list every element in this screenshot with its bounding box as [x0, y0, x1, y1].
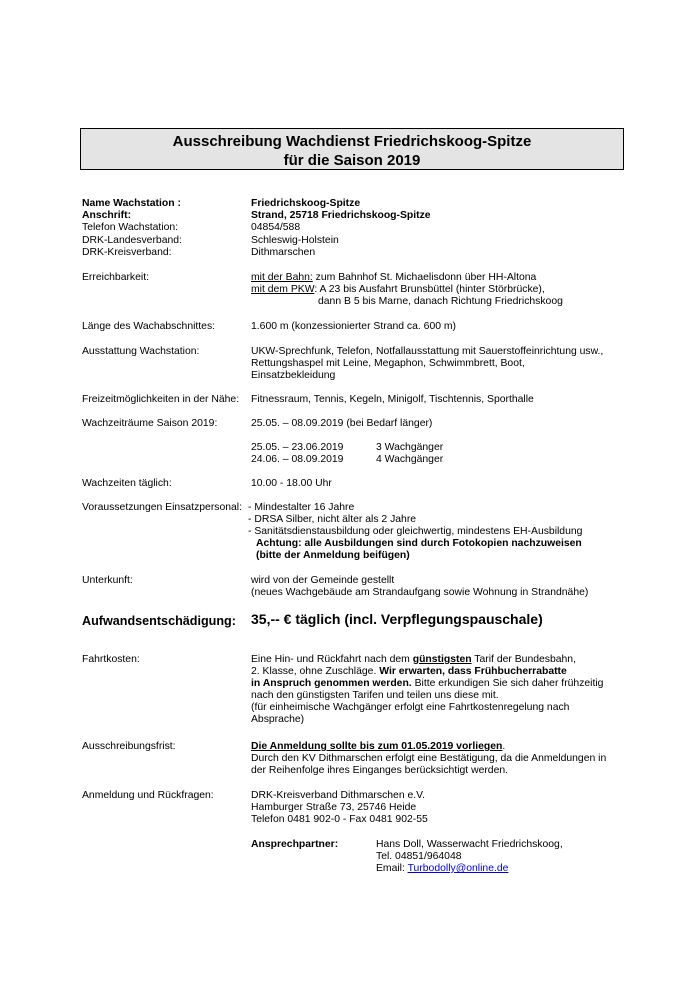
equipment-line-2: Rettungshaspel mit Leine, Megaphon, Schwimmbrett, Boot,	[251, 358, 525, 369]
leisure-label: Freizeitmöglichkeiten in der Nähe:	[82, 394, 240, 405]
reach-pkw-line-2: dann B 5 bis Marne, danach Richtung Friedrichskoog	[318, 296, 563, 307]
deadline-line-3: der Reihenfolge ihres Einganges berücksichtigt werden.	[251, 765, 509, 776]
contact-org: DRK-Kreisverband Dithmarschen e.V.	[251, 790, 426, 801]
title-line-1: Ausschreibung Wachdienst Friedrichskoog-Spitze	[172, 133, 532, 150]
travel-line-5: (für einheimische Wachgänger erfolgt eine Fahrtkostenregelung nach	[251, 702, 570, 713]
season-label: Wachzeiträume Saison 2019:	[82, 418, 218, 429]
landesverband-label: DRK-Landesverband:	[82, 235, 182, 246]
contact-person-label: Ansprechpartner:	[251, 839, 339, 850]
station-name-label: Name Wachstation :	[82, 198, 181, 209]
hours-label: Wachzeiten täglich:	[82, 478, 172, 489]
travel-line-3-a: in Anspruch genommen werden.	[251, 678, 412, 689]
travel-line-1-a: Eine Hin- und Rückfahrt nach dem	[251, 654, 413, 665]
requirements-label: Voraussetzungen Einsatzpersonal:	[82, 502, 243, 513]
contact-email-link[interactable]: Turbodolly@online.de	[407, 863, 509, 874]
travel-line-3-b: Bitte erkundigen Sie sich daher frühzeitig	[411, 678, 604, 689]
reach-pkw-text: : A 23 bis Ausfahrt Brunsbüttel (hinter Störbrücke),	[314, 284, 545, 295]
season-value: 25.05. – 08.09.2019 (bei Bedarf länger)	[251, 418, 433, 429]
phone-label: Telefon Wachstation:	[82, 222, 179, 233]
equipment-line-3: Einsatzbekleidung	[251, 370, 336, 381]
equipment-label: Ausstattung Wachstation:	[82, 346, 200, 357]
travel-line-1-b: günstigsten	[412, 654, 472, 665]
travel-line-2	[251, 666, 567, 678]
season-period-2: 24.06. – 08.09.2019	[251, 454, 344, 465]
address-value: Strand, 25718 Friedrichskoog-Spitze	[251, 210, 431, 221]
travel-line-2-a: 2. Klasse, ohne Zuschläge.	[251, 666, 380, 677]
address-label: Anschrift:	[82, 210, 132, 221]
contact-street: Hamburger Straße 73, 25746 Heide	[251, 802, 417, 813]
deadline-label: Ausschreibungsfrist:	[82, 741, 176, 752]
reach-pkw-prefix: mit dem PKW	[251, 284, 315, 295]
lodging-label: Unterkunft:	[82, 575, 133, 586]
travel-line-4: nach den günstigsten Tarifen und teilen uns diese mit.	[251, 690, 499, 701]
requirements-line-3: - Sanitätsdienstausbildung oder gleichwertig, mindestens EH-Ausbildung	[248, 526, 583, 537]
kreisverband-label: DRK-Kreisverband:	[82, 247, 172, 258]
reach-bahn-text: zum Bahnhof St. Michaelisdonn über HH-Altona	[312, 272, 537, 283]
season-period-2-count: 4 Wachgänger	[376, 454, 444, 465]
title-box	[80, 128, 624, 170]
length-value: 1.600 m (konzessionierter Strand ca. 600 m)	[251, 321, 457, 332]
requirements-line-5: (bitte der Anmeldung beifügen)	[256, 550, 410, 561]
travel-line-1-c: Tarif der Bundesbahn,	[471, 654, 576, 665]
leisure-value: Fitnessraum, Tennis, Kegeln, Minigolf, Tischtennis, Sporthalle	[251, 394, 534, 405]
travel-line-3	[251, 678, 603, 690]
requirements-line-2: - DRSA Silber, nicht älter als 2 Jahre	[248, 514, 417, 525]
equipment-line-1: UKW-Sprechfunk, Telefon, Notfallausstattung mit Sauerstoffeinrichtung usw.,	[251, 346, 604, 357]
station-name-value: Friedrichskoog-Spitze	[251, 198, 361, 209]
requirements-line-4: Achtung: alle Ausbildungen sind durch Fotokopien nachzuweisen	[256, 538, 582, 549]
season-period-1: 25.05. – 23.06.2019	[251, 442, 344, 453]
requirements-line-1: - Mindestalter 16 Jahre	[248, 502, 355, 513]
phone-value: 04854/588	[251, 222, 301, 233]
contact-email-line	[376, 863, 508, 875]
travel-label: Fahrtkosten:	[82, 654, 140, 665]
kreisverband-value: Dithmarschen	[251, 247, 316, 258]
contact-phone: Telefon 0481 902-0 - Fax 0481 902-55	[251, 814, 428, 825]
lodging-line-2: (neues Wachgebäude am Strandaufgang sowie Wohnung in Strandnähe)	[251, 587, 589, 598]
travel-line-1	[251, 654, 576, 666]
contact-email-label: Email:	[376, 863, 408, 874]
reach-bahn	[251, 272, 536, 284]
contact-person-phone: Tel. 04851/964048	[376, 851, 462, 862]
reach-bahn-prefix: mit der Bahn:	[251, 272, 313, 283]
season-period-1-count: 3 Wachgänger	[376, 442, 444, 453]
length-label: Länge des Wachabschnittes:	[82, 321, 216, 332]
travel-line-6: Absprache)	[251, 714, 305, 725]
lodging-line-1: wird von der Gemeinde gestellt	[251, 575, 395, 586]
compensation-label: Aufwandsentschädigung:	[82, 614, 236, 628]
deadline-line-1	[251, 741, 505, 753]
reach-pkw	[251, 284, 545, 296]
contact-person-name: Hans Doll, Wasserwacht Friedrichskoog,	[376, 839, 563, 850]
deadline-line-2: Durch den KV Dithmarschen erfolgt eine Bestätigung, da die Anmeldungen in	[251, 753, 607, 764]
title-line-2: für die Saison 2019	[283, 152, 421, 169]
reach-label: Erreichbarkeit:	[82, 272, 149, 283]
compensation-value: 35,-- € täglich (incl. Verpflegungspauschale)	[251, 611, 543, 627]
deadline-line-1-end: .	[502, 741, 506, 752]
contact-label: Anmeldung und Rückfragen:	[82, 790, 214, 801]
travel-line-2-b: Wir erwarten, dass Frühbucherrabatte	[379, 666, 567, 677]
landesverband-value: Schleswig-Holstein	[251, 235, 339, 246]
hours-value: 10.00 - 18.00 Uhr	[251, 478, 332, 489]
deadline-line-1-text: Die Anmeldung sollte bis zum 01.05.2019 vorliegen	[251, 741, 503, 752]
